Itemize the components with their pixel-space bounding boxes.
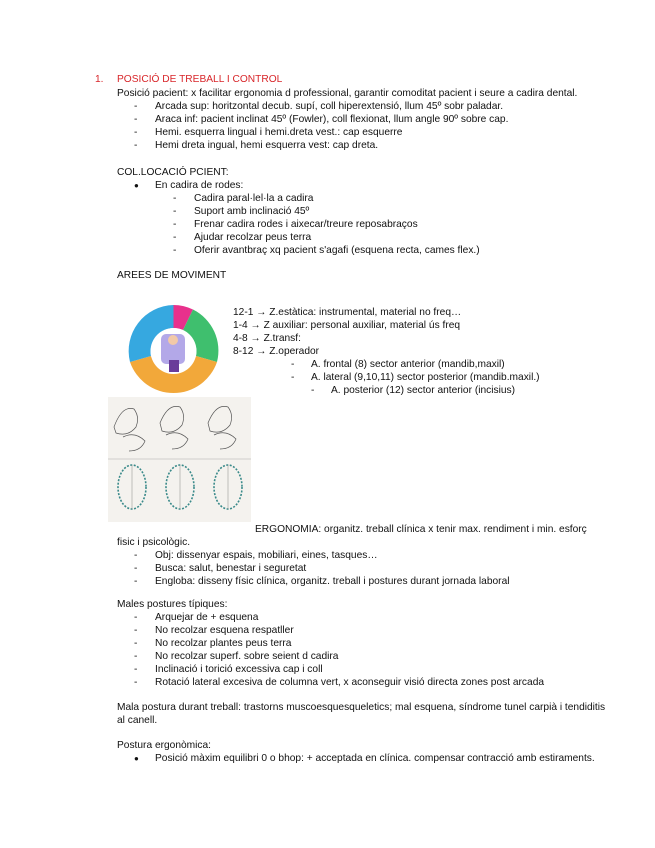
collocacio-heading: COL.LOCACIÓ PCIENT: xyxy=(117,167,229,178)
dash-marker: - xyxy=(134,563,138,574)
dash-marker: - xyxy=(173,219,177,230)
list-item: Rotació lateral excesiva de columna vert, x aconseguir visió directa zones post arcada xyxy=(155,677,545,688)
dash-marker: - xyxy=(311,385,315,396)
dash-marker: - xyxy=(134,140,138,151)
bullet-marker: ● xyxy=(134,754,139,763)
zone-line: 4-8 → Z.transf: xyxy=(233,333,301,344)
list-item: Busca: salut, benestar i seguretat xyxy=(155,563,307,574)
bullet-marker: ● xyxy=(134,181,139,190)
list-item: Ajudar recolzar peus terra xyxy=(194,232,312,243)
zone-subline: A. frontal (8) sector anterior (mandib,maxil) xyxy=(311,359,505,370)
dash-marker: - xyxy=(134,101,138,112)
dash-marker: - xyxy=(134,612,138,623)
list-item: No recolzar plantes peus terra xyxy=(155,638,292,649)
mala-line2: al canell. xyxy=(117,715,158,726)
zone-subline: A. posterior (12) sector anterior (incisius) xyxy=(331,385,516,396)
arch-positions-diagram xyxy=(108,397,251,522)
list-item: Cadira paral·lel·la a cadira xyxy=(194,193,314,204)
dash-marker: - xyxy=(134,114,138,125)
postura-bullet: Posició màxim equilibri 0 o bhop: + acceptada en clínica. compensar contracció amb estiraments. xyxy=(155,753,595,764)
collocacio-bullet: En cadira de rodes: xyxy=(155,180,244,191)
list-item: Arcada sup: horitzontal decub. supí, coll hiperextensió, llum 45º sobr paladar. xyxy=(155,101,504,112)
dash-marker: - xyxy=(173,193,177,204)
section-number: 1. xyxy=(95,74,104,85)
list-item: Oferir avantbraç xq pacient s'agafi (esquena recta, cames flex.) xyxy=(194,245,480,256)
dash-marker: - xyxy=(134,625,138,636)
ergonomia-line2: fisic i psicològic. xyxy=(117,537,191,548)
dash-marker: - xyxy=(134,664,138,675)
dash-marker: - xyxy=(134,638,138,649)
zone-line: 12-1 → Z.estàtica: instrumental, material no freq… xyxy=(233,307,462,318)
dash-marker: - xyxy=(291,372,295,383)
dash-marker: - xyxy=(134,576,138,587)
ergonomia-line1: ERGONOMIA: organitz. treball clínica x tenir max. rendiment i min. esforç xyxy=(255,524,587,535)
arees-heading: AREES DE MOVIMENT xyxy=(117,270,227,281)
dash-marker: - xyxy=(134,127,138,138)
mala-line1: Mala postura durant treball: trastorns muscoesquesqueletics; mal esquena, síndrome tunel carpià i tendiditis xyxy=(117,702,606,713)
dash-marker: - xyxy=(134,677,138,688)
zone-wheel-diagram xyxy=(117,300,230,403)
dash-marker: - xyxy=(173,206,177,217)
list-item: Inclinació i torició excessiva cap i coll xyxy=(155,664,323,675)
list-item: Suport amb inclinació 45º xyxy=(194,206,310,217)
males-heading: Males postures típiques: xyxy=(117,599,228,610)
dash-marker: - xyxy=(134,550,138,561)
list-item: Hemi. esquerra lingual i hemi.dreta vest.: cap esquerre xyxy=(155,127,403,138)
zone-subline: A. lateral (9,10,11) sector posterior (mandib.maxil.) xyxy=(311,372,540,383)
list-item: Hemi dreta ingual, hemi esquerra vest: cap dreta. xyxy=(155,140,379,151)
list-item: Obj: dissenyar espais, mobiliari, eines, tasques… xyxy=(155,550,378,561)
dash-marker: - xyxy=(173,245,177,256)
postura-heading: Postura ergonòmica: xyxy=(117,740,212,751)
list-item: No recolzar superf. sobre seient d cadira xyxy=(155,651,339,662)
section-title: POSICIÓ DE TREBALL I CONTROL xyxy=(117,74,283,85)
list-item: No recolzar esquena respatller xyxy=(155,625,294,636)
intro-text: Posició pacient: x facilitar ergonomia d professional, garantir comoditat pacient i seure a cadira dental. xyxy=(117,88,578,99)
dash-marker: - xyxy=(291,359,295,370)
dash-marker: - xyxy=(173,232,177,243)
list-item: Frenar cadira rodes i aixecar/treure reposabraços xyxy=(194,219,418,230)
list-item: Engloba: disseny físic clínica, organitz. treball i postures durant jornada laboral xyxy=(155,576,510,587)
list-item: Araca inf: pacient inclinat 45º (Fowler), coll flexionat, llum angle 90º sobre cap. xyxy=(155,114,509,125)
zone-line: 8-12 → Z.operador xyxy=(233,346,320,357)
list-item: Arquejar de + esquena xyxy=(155,612,259,623)
zone-line: 1-4 → Z auxiliar: personal auxiliar, material ús freq xyxy=(233,320,461,331)
patient-head-icon xyxy=(168,335,178,345)
dash-marker: - xyxy=(134,651,138,662)
